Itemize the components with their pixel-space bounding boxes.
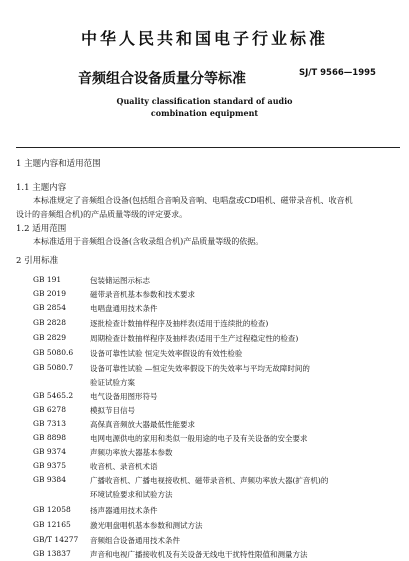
ref-title: 电网电源供电的家用和类似一般用途的电子及有关设备的安全要求 xyxy=(90,434,308,443)
ref-number: GB 9384 xyxy=(33,475,66,484)
ref-title: 收音机、录音机术语 xyxy=(90,462,158,471)
ref-number: GB 5080.7 xyxy=(33,363,74,372)
ref-title: 环境试验要求和试验方法 xyxy=(90,490,173,499)
ref-number: GB 9375 xyxy=(33,461,66,470)
ref-title: 音频组合设备通用技术条件 xyxy=(90,536,180,545)
ref-title: 磁带录音机基本参数和技术要求 xyxy=(90,290,195,299)
ref-title: 包装储运图示标志 xyxy=(90,276,150,285)
ref-number: GB 5465.2 xyxy=(33,391,74,400)
ref-number: GB 8898 xyxy=(33,433,66,442)
section2-heading: 2 引用标准 xyxy=(16,256,59,266)
document-title-en-line1: Quality classification standard of audio xyxy=(116,96,293,106)
section1-2-heading: 1.2 适用范围 xyxy=(16,224,67,234)
ref-title: 模拟节目信号 xyxy=(90,406,135,415)
ref-title: 周期检查计数抽样程序及抽样表(适用于生产过程稳定性的检查) xyxy=(90,334,299,343)
section1-1-body-line1: 本标准规定了音频组合设备(包括组合音响及音响、电唱盘或CD唱机、磁带录音机、收音机 xyxy=(33,196,353,205)
document-title-cn: 音频组合设备质量分等标准 xyxy=(78,71,246,87)
ref-number: GB 7313 xyxy=(33,419,66,428)
section1-1-heading: 1.1 主题内容 xyxy=(16,183,67,193)
section1-1-body-line2: 设计的音频组合机)的产品质量等级的评定要求。 xyxy=(16,210,188,219)
ref-number: GB 2019 xyxy=(33,289,66,298)
ref-title: 电唱盘通用技术条件 xyxy=(90,304,158,313)
ref-number: GB 13837 xyxy=(33,549,71,558)
standard-number: SJ/T 9566—1995 xyxy=(299,68,376,78)
ref-title: 设备可靠性试验 —恒定失效率假设下的失效率与平均无故障时间的 xyxy=(90,364,310,373)
ref-title: 广播收音机、广播电视接收机、磁带录音机、声频功率放大器(扩音机)的 xyxy=(90,476,329,485)
ref-title: 扬声器通用技术条件 xyxy=(90,506,158,515)
ref-number: GB 2829 xyxy=(33,333,66,342)
ref-number: GB 12165 xyxy=(33,520,71,529)
ref-title: 声音和电视广播接收机及有关设备无线电干扰特性限值和测量方法 xyxy=(90,550,308,559)
section1-2-body: 本标准适用于音频组合设备(含收录组合机)产品质量等级的依据。 xyxy=(33,237,264,246)
document-title-en-line2: combination equipment xyxy=(150,108,259,118)
ref-number: GB 9374 xyxy=(33,447,66,456)
standard-category-header: 中华人民共和国电子行业标准 xyxy=(80,29,328,48)
ref-number: GB/T 14277 xyxy=(33,535,79,544)
ref-title: 设备可靠性试验 恒定失效率假设的有效性检验 xyxy=(90,349,243,358)
section1-heading: 1 主题内容和适用范围 xyxy=(16,159,101,169)
header-rule xyxy=(16,147,400,148)
ref-title: 验证试验方案 xyxy=(90,378,135,387)
ref-number: GB 2828 xyxy=(33,318,66,327)
ref-number: GB 5080.6 xyxy=(33,348,74,357)
ref-number: GB 191 xyxy=(33,275,62,284)
ref-title: 逐批检查计数抽样程序及抽样表(适用于连续批的检查) xyxy=(90,319,269,328)
ref-number: GB 2854 xyxy=(33,303,66,312)
ref-title: 激光唱盘唱机基本参数和测试方法 xyxy=(90,521,203,530)
ref-title: 声频功率放大器基本参数 xyxy=(90,448,173,457)
ref-title: 高保真音频放大器最低性能要求 xyxy=(90,420,195,429)
ref-number: GB 12058 xyxy=(33,505,71,514)
ref-title: 电气设备用图形符号 xyxy=(90,392,158,401)
ref-number: GB 6278 xyxy=(33,405,66,414)
